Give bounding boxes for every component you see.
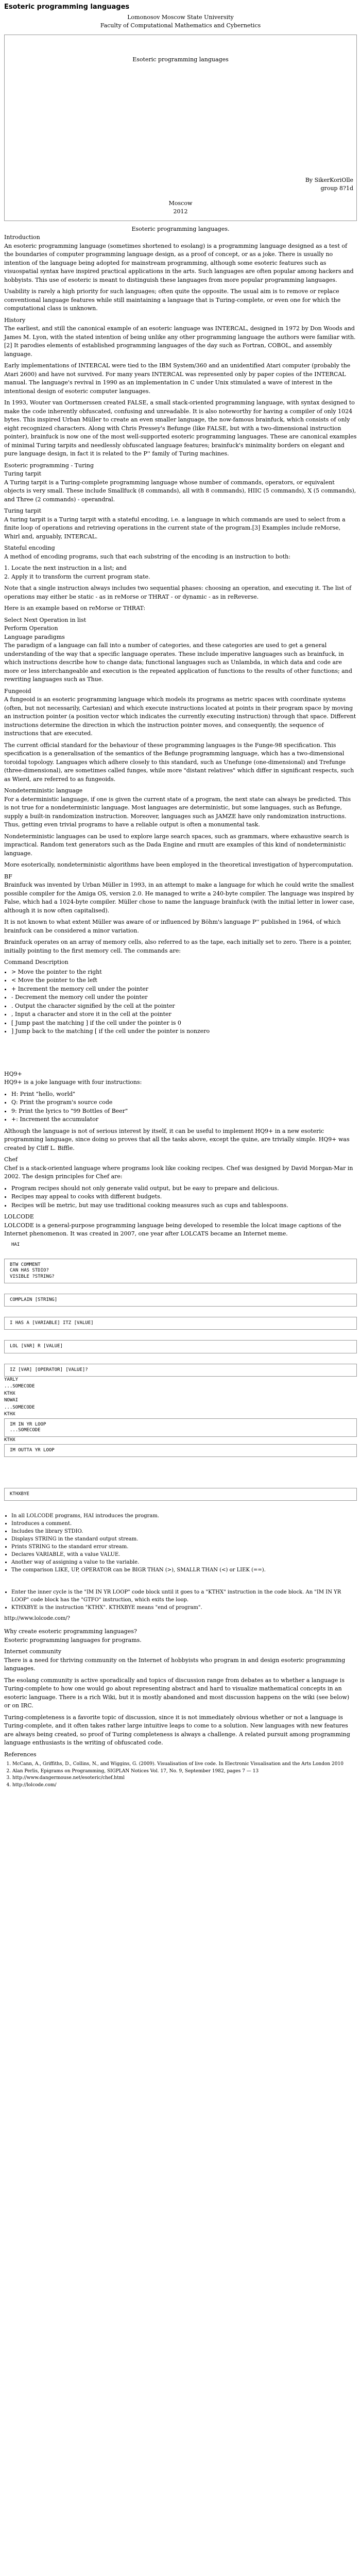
list-item: • Prints STRING to the standard error stream. — [11, 1543, 357, 1551]
code-keyword: ...SOMECODE — [4, 1384, 35, 1389]
list-item: 1. Locate the next instruction in a list; and — [11, 564, 357, 573]
paragraph: More esoterically, nondeterministic algorithms have been employed in the theoretical investigation of hypercomputation. — [4, 861, 354, 868]
list-item: • , Input a character and store it in the cell at the pointer — [11, 1010, 357, 1019]
list-item: • The comparison LIKE, UP, OPERATOR can be BIGR THAN (>), SMALLR THAN (<) or LIEK (==). — [11, 1566, 357, 1574]
code-block — [4, 1418, 357, 1437]
section-title: Language paradigms — [4, 633, 65, 640]
reference-item: 1. McCann, A., Griffiths, D., Collins, N., and Wiggins, G. (2009). Visualisation of live code. In Electronic Visualisation and the Arts London 2010 — [12, 1761, 357, 1768]
paragraph: Brainfuck operates on an array of memory cells, also referred to as the tape, each initially set to zero. There is a pointer, initially pointing to the first memory cell. The commands are: — [4, 939, 352, 954]
paragraph: Although the language is not of serious interest by itself, it can be useful to implement HQ9+ in a new esoteric programming language, since doing so proves that all the tasks above, except the quine, are trivially simple. HQ9+ was created by Cliff L. Biffle. — [4, 1127, 350, 1151]
paragraph: Nondeterministic languages can be used to explore large search spaces, such as grammars, where exhaustive search is impractical. Random text generators such as the Dada Engine and rmutt are examples of this kind of nondeterministic language. — [4, 833, 349, 857]
code-block — [4, 1364, 357, 1377]
reference-item: 4. http://lolcode.com/ — [12, 1782, 357, 1789]
list-item: • H: Print "hello, world" — [11, 1090, 357, 1099]
code-line: BTW COMMENT — [10, 1262, 41, 1267]
code-line: ...SOMECODE — [10, 1428, 41, 1433]
code-line: COMPLAIN [STRING] — [10, 1297, 58, 1302]
code-line: CAN HAS STDIO? — [10, 1268, 49, 1274]
paragraph: Usability is rarely a high priority for such languages; often quite the opposite. The usual aim is to remove or replace conventional language features while still maintaining a language that is Turing-complete, or even one for which the computational class is unknown. — [4, 288, 341, 312]
code-block — [4, 1444, 357, 1457]
paragraph: A Turing tarpit is a Turing-complete programming language whose number of commands, operators, or equivalent objects is very small. These include Smallfuck (8 commands), all with 8 commands), HIIC (5 commands), X (5 commands), and Three (2 commands) - operandral. — [4, 479, 356, 503]
paragraph: It is not known to what extent Müller was aware of or influenced by Böhm's language P'' published in 1964, of which brainfuck can be considered a minor variation. — [4, 919, 341, 934]
paragraph: The paradigm of a language can fall into a number of categories, and these categories are used to get a general understanding of the way that a specific language operates. These include imperative languages such as brainfuck, in which instructions describe how to change data; functional languages such as Unlambda, in which data and code are more or less interchangeable and execution is the repeated application of functions to the results of other functions; and rewriting languages such as Thue. — [4, 642, 352, 683]
code-block — [4, 1259, 357, 1283]
paragraph: A fungeoid is an esoteric programming language which models its programs as metric spaces with coordinate systems (often, but not necessarily, Cartesian) and which execute instructions located at points in their program space by moving an instruction pointer (a position vector which indicates the currently executing instruction) through that space. Different instructions determine the direction in which the instruction pointer moves, and consequently, the sequence of instructions that are executed. — [4, 696, 356, 737]
section-title: Turing tarpit — [4, 507, 42, 514]
list-item: • > Move the pointer to the right — [11, 968, 357, 977]
section-title: Stateful encoding — [4, 545, 55, 551]
code-keyword: KTHX — [4, 1391, 15, 1396]
paragraph: The current official standard for the behaviour of these programming languages is the Funge-98 specification. This specification is a generalisation of the semantics of the Befunge programming language, which has a two-dimensional toroidal topology. Languages which adhere closely to this standard, such as Unefunge (one-dimensional) and Trefunge (three-dimensional), are sometimes called funges, while more "distant relatives" which differ in significant respects, such as Wierd, are referred to as fungeoids. — [4, 741, 354, 783]
list-item: • Introduces a comment. — [11, 1520, 357, 1528]
code-line: VISIBLE ?STRING? — [10, 1274, 55, 1279]
list-item: • - Decrement the memory cell under the pointer — [11, 993, 357, 1002]
paragraph: An esoteric programming language (sometimes shortened to esolang) is a programming language designed as a test of the boundaries of computer programming language design, as a proof of concept, or as a joke. There is usually no intention of the language being adopted for mainstream programming, although some esoteric features such as visuospatial syntax have inspired practical applications in the arts. Such languages are often popular among hackers and hobbyists. This use of esoteric is meant to distinguish these languages from more popular programming languages. — [4, 242, 354, 283]
list-item: 2. Apply it to transform the current program state. — [11, 573, 357, 582]
list-item: • 9: Print the lyrics to "99 Bottles of Beer" — [11, 1107, 357, 1116]
list-item: • Recipes will be metric, but may use traditional cooking measures such as cups and tablespoons. — [11, 1201, 357, 1210]
code-keyword: NOWAI — [4, 1398, 19, 1403]
lol-explain-list — [11, 1512, 357, 1574]
paragraph: The earliest, and still the canonical example of an esoteric language was INTERCAL, designed in 1972 by Don Woods and James M. Lyon, with the stated intention of being unlike any other programming language the authors were familiar with.[2] It parodies elements of established programming languages of the day such as Fortran, COBOL, and assembly language. — [4, 325, 356, 358]
code-line: LOL [VAR] R [VALUE] — [10, 1344, 63, 1349]
section-title: Turing tarpit — [4, 470, 42, 477]
section-title: Nondeterministic language — [4, 787, 83, 794]
section-title: Chef — [4, 1156, 18, 1163]
references-list — [12, 1761, 357, 1789]
paragraph: Turing-completeness is a favorite topic of discussion, since it is not immediately obvious whether or not a language is Turing-complete, and it often takes rather large intuitive leaps to come to a solution. New languages with new features are always being created, so proof of Turing completeness is always a challenge. A related pursuit among programming language enthusiasts is the writing of obfuscated code. — [4, 1714, 350, 1747]
paragraph: A turing tarpit is a Turing tarpit with a stateful encoding, i.e. a language in which commands are used to select from a finite loop of operations and retrieving operations in the current state of the program.[3] Examples include reMorse, Whirl and, arguably, INTERCAL. — [4, 516, 346, 540]
reference-item: 2. Alan Perlis, Epigrams on Programming, SIGPLAN Notices Vol. 17, No. 9, September 1982, pages 7 — 13 — [12, 1768, 357, 1775]
reference-item: 3. http://www.dangermouse.net/esoteric/chef.html — [12, 1775, 357, 1782]
list-item: • In all LOLCODE programs, HAI introduces the program. — [11, 1512, 357, 1520]
chef-list — [11, 1184, 357, 1210]
code-keyword: HAI — [11, 1242, 20, 1247]
university: Lomonosov Moscow State University — [127, 13, 234, 21]
loop-explain-list — [11, 1588, 357, 1612]
list-item: • [ Jump past the matching ] if the cell under the pointer is 0 — [11, 1019, 357, 1028]
list-item: • Displays STRING in the standard output stream. — [11, 1535, 357, 1543]
list-item: • ] Jump back to the matching [ if the cell under the pointer is nonzero — [11, 1027, 357, 1036]
link[interactable]: http://www.lolcode.com/? — [4, 1616, 71, 1622]
paragraph: There is a need for thriving community on the Internet of hobbyists who program in and design esoteric programming languages. — [4, 1656, 346, 1672]
section-title: LOLCODE — [4, 1213, 34, 1220]
code-keyword: ...SOMECODE — [4, 1404, 35, 1410]
section-title: Fungeoid — [4, 687, 31, 694]
paragraph: HQ9+ is a joke language with four instructions: — [4, 1079, 142, 1086]
paragraph: A method of encoding programs, such that each substring of the encoding is an instruction to both: — [4, 553, 290, 560]
paragraph: Early implementations of INTERCAL were tied to the IBM System/360 and an unidentified Atari computer (probably the Atari 2600) and have not survived. For many years INTERCAL was represented only by paper copies of the INTERCAL manual. The language's revival in 1990 as an implementation in C under Unix stimulated a wave of interest in the intentional design of esoteric computer languages. — [4, 362, 351, 395]
code-line: IM IN YR LOOP — [10, 1421, 46, 1427]
list-item: • KTHXBYE is the instruction "KTHX". KTHXBYE means "end of program". — [11, 1604, 357, 1612]
section-title: History — [4, 316, 26, 324]
list-item: • +: Increment the accumulator — [11, 1115, 357, 1124]
paragraph: Brainfuck was invented by Urban Müller in 1993, in an attempt to make a language for which he could write the smallest possible compiler for the Amiga OS, version 2.0. He managed to write a 240-byte compiler. The language was inspired by False, which had a 1024-byte compiler. Müller chose to name the language brainfuck (with the initial letter in lower case, although it is now often capitalised). — [4, 882, 355, 914]
code-keyword: YARLY — [4, 1377, 19, 1382]
list-item: • Declares VARIABLE, with a value VALUE. — [11, 1551, 357, 1558]
hq-list — [11, 1090, 357, 1124]
code-block — [4, 1317, 357, 1330]
code-line: KTHXBYE — [10, 1492, 29, 1497]
doc-title: Esoteric programming languages — [4, 3, 130, 11]
paragraph: In 1993, Wouter van Oortmerssen created FALSE, a small stack-oriented programming language, with syntax designed to make the code inherently obfuscated, confusing and unreadable. It is also noteworthy for having a compiler of only 1024 bytes. This inspired Urban Müller to create an even smaller language, the now-famous brainfuck, which consists of only eight recognized characters. Along with Chris Pressey's Befunge (like FALSE, but with a two-dimensional instruction pointer), brainfuck is now one of the most well-supported esoteric programming languages. These are canonical examples of minimal Turing tarpits and needlessly obfuscated language features; brainfuck's minimality borders on elegant and pure language design, in fact it is related to the P'' family of Turing machines. — [4, 399, 357, 457]
section-title: Perform Operation — [4, 625, 58, 632]
code-block — [4, 1294, 357, 1307]
section-title: Introduction — [4, 234, 40, 241]
section-title: Command Description — [4, 959, 68, 965]
author: By SikerKoriOlle — [305, 176, 353, 183]
stateful-list — [11, 564, 357, 581]
section-title: Select Next Operation in list — [4, 616, 87, 623]
paragraph: Note that a single instruction always includes two sequential phases: choosing an operation, and executing it. The list of operations may either be static - as in reMorse or THRAT - or dynamic - as in reReverse. — [4, 585, 352, 600]
paragraph: LOLCODE is a general-purpose programming language being developed to resemble the lolcat image captions of the Internet phenomenon. It was created in 2007, one year after LOLCATS became an Internet meme. — [4, 1222, 341, 1237]
list-item: • < Move the pointer to the left — [11, 976, 357, 985]
list-item: • + Increment the memory cell under the pointer — [11, 985, 357, 994]
list-item: • . Output the character signified by the cell at the pointer — [11, 1002, 357, 1011]
code-block — [4, 1340, 357, 1353]
list-item: • Program recipes should not only generate valid output, but be easy to prepare and delicious. — [11, 1184, 357, 1193]
paragraph: For a deterministic language, if one is given the current state of a program, the next state can always be predicted. This is not true for a nondeterministic language. Most languages are deterministic, but some languages, such as Befunge, supply a built-in randomization instruction. Moreover, languages such as JAMZE have only randomization instructions. Thus, getting even trivial programs to have a reliable output is often a monumental task. — [4, 795, 351, 828]
code-line: IZ [VAR] [OPERATOR] [VALUE]? — [10, 1367, 88, 1372]
section-title: Esoteric programming - Turing — [4, 462, 94, 469]
command-list — [11, 968, 357, 1036]
paragraph: The esolang community is active sporadically and topics of discussion range from debates as to whether a language is Turing-complete to how one would go about representing abstract and hard to visualize mathematical concepts in an esoteric language. There is a rich Wiki, but it is mostly abandoned and most discussion happens on the wiki (see below) or on IRC. — [4, 1676, 350, 1709]
faculty: Faculty of Computational Mathematics and Cybernetics — [100, 22, 261, 29]
list-item: • Q: Print the program's source code — [11, 1098, 357, 1107]
section-title: BF — [4, 873, 12, 880]
city: Moscow — [168, 199, 193, 207]
title-page-title: Esoteric programming languages — [132, 56, 229, 63]
section-title: References — [4, 1751, 37, 1758]
group: group 8?1d — [320, 185, 353, 192]
section-title: HQ9+ — [4, 1070, 22, 1077]
section-title: Why create esoteric programming languages? — [4, 1628, 137, 1635]
paragraph: Here is an example based on reMorse or THRAT: — [4, 605, 146, 612]
list-item: • Another way of assigning a value to the variable. — [11, 1558, 357, 1566]
list-item: • Recipes may appeal to cooks with different budgets. — [11, 1193, 357, 1201]
code-line: IM OUTTA YR LOOP — [10, 1447, 55, 1453]
code-block — [4, 1488, 357, 1501]
code-keyword: KTHX — [4, 1412, 15, 1417]
list-item: • Includes the library STDIO. — [11, 1528, 357, 1535]
list-item: • Enter the inner cycle is the "IM IN YR LOOP" code block until it goes to a "KTHX" instruction in the code block. An "IM IN YR LOOP" code block has the "GTFO" instruction, which exits the loop. — [11, 1588, 357, 1604]
code-keyword: KTHX — [4, 1437, 15, 1443]
paragraph: Chef is a stack-oriented language where programs look like cooking recipes. Chef was designed by David Morgan-Mar in 2002. The design principles for Chef are: — [4, 1164, 353, 1180]
section-title: Internet community — [4, 1648, 62, 1655]
main-heading: Esoteric programming languages. — [131, 225, 230, 232]
year: 2012 — [173, 208, 188, 215]
paragraph: Esoteric programming languages for programs. — [4, 1636, 142, 1643]
title-page-box — [4, 35, 357, 221]
code-line: I HAS A [VARIABLE] ITZ [VALUE] — [10, 1320, 94, 1326]
